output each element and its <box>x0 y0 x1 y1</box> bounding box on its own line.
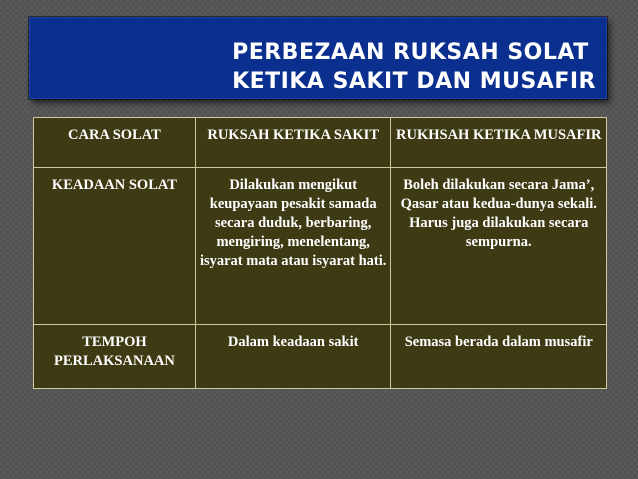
header-cell-rukhsah-musafir: RUKHSAH KETIKA MUSAFIR <box>391 118 607 168</box>
slide-title <box>232 38 596 96</box>
row-label-tempoh-perlaksanaan: TEMPOH PERLAKSANAAN <box>34 325 196 389</box>
table-cell: Semasa berada dalam musafir <box>391 325 607 389</box>
title-banner <box>29 17 607 99</box>
header-cell-cara-solat: CARA SOLAT <box>34 118 196 168</box>
slide-title-line-1: PERBEZAAN RUKSAH SOLAT <box>232 40 589 65</box>
slide-title-line-2: KETIKA SAKIT DAN MUSAFIR <box>232 69 596 94</box>
table-cell: Dilakukan mengikut keupayaan pesakit samada secara duduk, berbaring, mengiring, menelentang, isyarat mata atau isyarat hati. <box>195 168 391 325</box>
table-cell: Dalam keadaan sakit <box>195 325 391 389</box>
row-label-keadaan-solat: KEADAAN SOLAT <box>34 168 196 325</box>
comparison-table <box>33 117 607 389</box>
header-cell-ruksah-sakit: RUKSAH KETIKA SAKIT <box>195 118 391 168</box>
table-cell: Boleh dilakukan secara Jama’, Qasar atau kedua-dunya sekali. Harus juga dilakukan secara sempurna. <box>391 168 607 325</box>
table-row <box>34 325 607 389</box>
table-header-row <box>34 118 607 168</box>
table-row <box>34 168 607 325</box>
